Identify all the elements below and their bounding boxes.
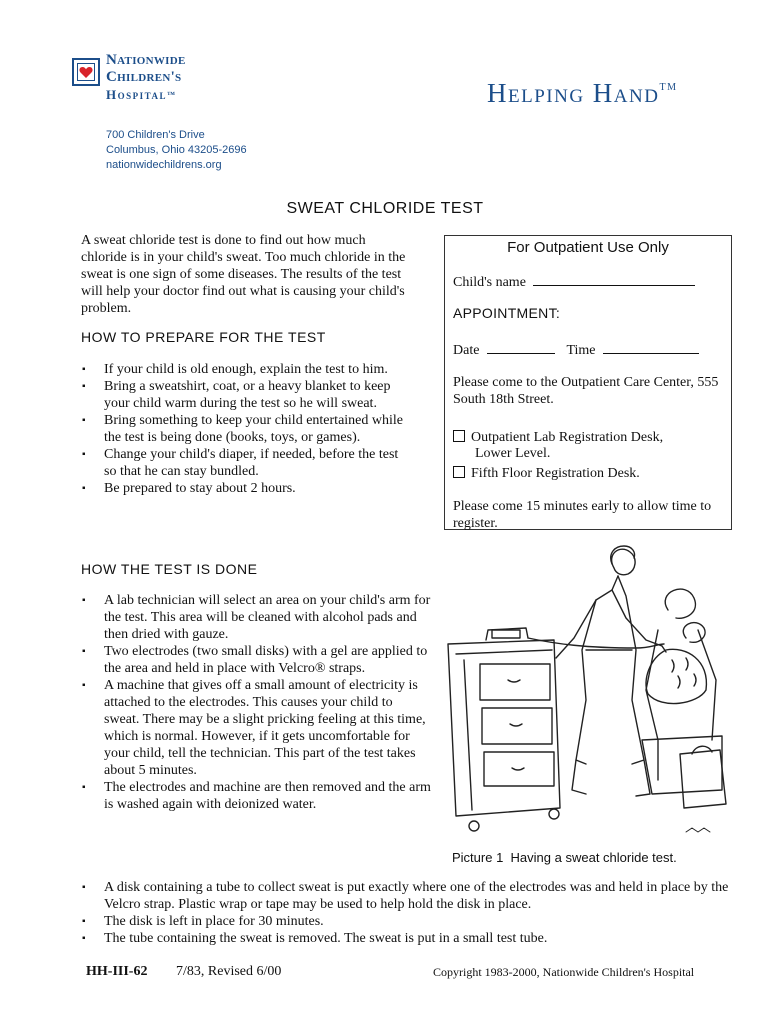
list-item: ▪ The disk is left in place for 30 minutes.	[81, 913, 741, 930]
list-item: ▪ Bring something to keep your child entertained while the test is being done (books, toys, or games).	[81, 412, 411, 446]
sweat-test-illustration	[436, 540, 731, 840]
desk-option-lab-line2: Lower Level.	[475, 446, 551, 461]
procedure-list-continued	[81, 879, 741, 947]
child-name-field[interactable]	[453, 272, 695, 291]
list-item: ▪ Be prepared to stay about 2 hours.	[81, 480, 411, 497]
date-time-row	[453, 340, 699, 359]
revision-date: 7/83, Revised 6/00	[176, 964, 282, 979]
figure-caption-text: Having a sweat chloride test.	[510, 850, 677, 865]
desk-option-lab[interactable]: Outpatient Lab Registration Desk,	[453, 429, 663, 446]
date-blank[interactable]	[487, 340, 555, 354]
checkbox-icon[interactable]	[453, 430, 465, 442]
figure-label: Picture 1	[452, 850, 504, 865]
logo-line-3: Hospital™	[106, 87, 177, 102]
time-blank[interactable]	[603, 340, 699, 354]
time-label: Time	[566, 343, 596, 358]
document-title: SWEAT CHLORIDE TEST	[286, 200, 484, 217]
date-label: Date	[453, 343, 480, 358]
list-item: ▪ If your child is old enough, explain the test to him.	[81, 361, 411, 378]
bag-illustration	[680, 746, 726, 808]
list-item: ▪ The tube containing the sweat is removed. The sweat is put in a small test tube.	[81, 930, 741, 947]
arrive-early-note: Please come 15 minutes early to allow time to register.	[453, 499, 712, 531]
procedure-list	[81, 592, 431, 813]
series-title: Helping Hand™	[487, 78, 678, 108]
checkbox-icon[interactable]	[453, 466, 465, 478]
list-item: ▪ A disk containing a tube to collect sweat is put exactly where one of the electrodes was and held in place by the Velcro strap. Plastic wrap or tape may be used to help hold the disk in place.	[81, 879, 741, 913]
appointment-label: APPOINTMENT:	[453, 305, 561, 321]
list-item: ▪ A lab technician will select an area on your child's arm for the test. This area will be cleaned with alcohol pads and then dried with gauze.	[81, 592, 431, 643]
procedure-heading: HOW THE TEST IS DONE	[81, 561, 258, 577]
list-item: ▪ Two electrodes (two small disks) with a gel are applied to the area and held in place with Velcro® straps.	[81, 643, 431, 677]
equipment-cart-illustration	[448, 628, 560, 831]
electrode-cable-illustration	[528, 638, 664, 648]
outpatient-box	[444, 235, 732, 530]
hospital-logo-mark	[72, 58, 100, 86]
figure-caption	[452, 850, 677, 865]
prepare-heading: HOW TO PREPARE FOR THE TEST	[81, 329, 326, 345]
child-name-blank[interactable]	[533, 272, 695, 286]
list-item: ▪ Bring a sweatshirt, coat, or a heavy blanket to keep your child warm during the test so he will sweat.	[81, 378, 411, 412]
outpatient-box-title: For Outpatient Use Only	[507, 239, 669, 256]
heart-icon	[79, 66, 93, 79]
parent-and-child-illustration	[642, 589, 722, 794]
artist-signature	[686, 828, 710, 832]
document-id: HH-III-62	[86, 964, 148, 979]
list-item: ▪ A machine that gives off a small amount of electricity is attached to the electrodes. This causes your child to sweat. There may be a slight pricking feeling at this time, which is normal. However, if it gets uncomfortable for your child, tell the technician. This part of the test takes about 5 minutes.	[81, 677, 431, 779]
trademark-mark: TM	[659, 82, 678, 93]
desk-option-fifth-floor[interactable]: Fifth Floor Registration Desk.	[453, 465, 640, 482]
list-item: ▪ The electrodes and machine are then removed and the arm is washed again with deionized water.	[81, 779, 431, 813]
list-item: ▪ Change your child's diaper, if needed, before the test so that he can stay bundled.	[81, 446, 411, 480]
logo-line-1: Nationwide	[106, 52, 186, 68]
location-instructions: Please come to the Outpatient Care Center, 555 South 18th Street.	[453, 375, 719, 407]
hospital-address: 700 Children's Drive Columbus, Ohio 43205-2696 nationwidechildrens.org	[106, 129, 247, 171]
intro-paragraph: A sweat chloride test is done to find out how much chloride is in your child's sweat. Too much chloride in the sweat is one sign of some diseases. The results of the test will help your doctor find out what is causing your child's problem.	[81, 233, 406, 316]
prepare-list	[81, 361, 411, 497]
website-link[interactable]: nationwidechildrens.org	[106, 159, 222, 171]
logo-line-2: Children's	[106, 69, 182, 85]
child-name-label: Child's name	[453, 275, 526, 290]
copyright-notice: Copyright 1983-2000, Nationwide Children's Hospital	[433, 965, 695, 979]
hospital-logo-name	[106, 52, 186, 103]
